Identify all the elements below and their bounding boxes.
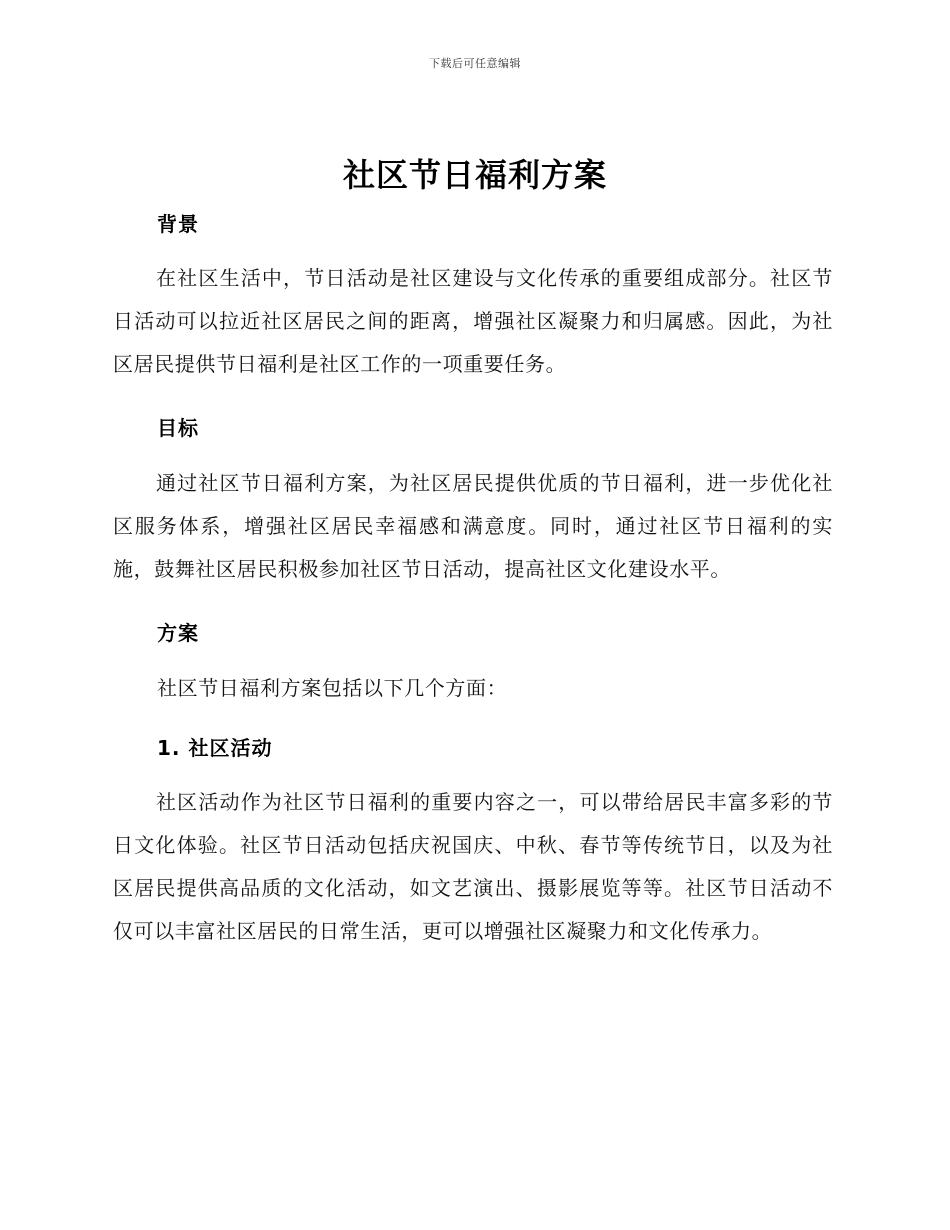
section-text-background: 在社区生活中，节日活动是社区建设与文化传承的重要组成部分。社区节日活动可以拉近社区居民之间的距离，增强社区凝聚力和归属感。因此，为社区居民提供节日福利是社区工作的一项重要任务。 [113, 266, 833, 376]
section-text-plan-intro: 社区节日福利方案包括以下几个方面： [157, 676, 508, 700]
document-title: 社区节日福利方案 [342, 156, 607, 194]
section-heading-goal: 目标 [157, 416, 199, 440]
section-heading-plan: 方案 [157, 621, 199, 645]
section-text-community-activities: 社区活动作为社区节日福利的重要内容之一，可以带给居民丰富多彩的节日文化体验。社区节日活动包括庆祝国庆、中秋、春节等传统节日，以及为社区居民提供高品质的文化活动，如文艺演出、摄影展览等等。社区节日活动不仅可以丰富社区居民的日常生活，更可以增强社区凝聚力和文化传承力。 [113, 790, 833, 943]
header-note: 下载后可任意编辑 [429, 57, 521, 70]
section-text-goal: 通过社区节日福利方案，为社区居民提供优质的节日福利，进一步优化社区服务体系，增强社区居民幸福感和满意度。同时，通过社区节日福利的实施，鼓舞社区居民积极参加社区节日活动，提高社区文化建设水平。 [113, 471, 833, 581]
section-heading-background: 背景 [157, 212, 199, 236]
section-heading-community-activities: 1. 社区活动 [157, 736, 273, 760]
